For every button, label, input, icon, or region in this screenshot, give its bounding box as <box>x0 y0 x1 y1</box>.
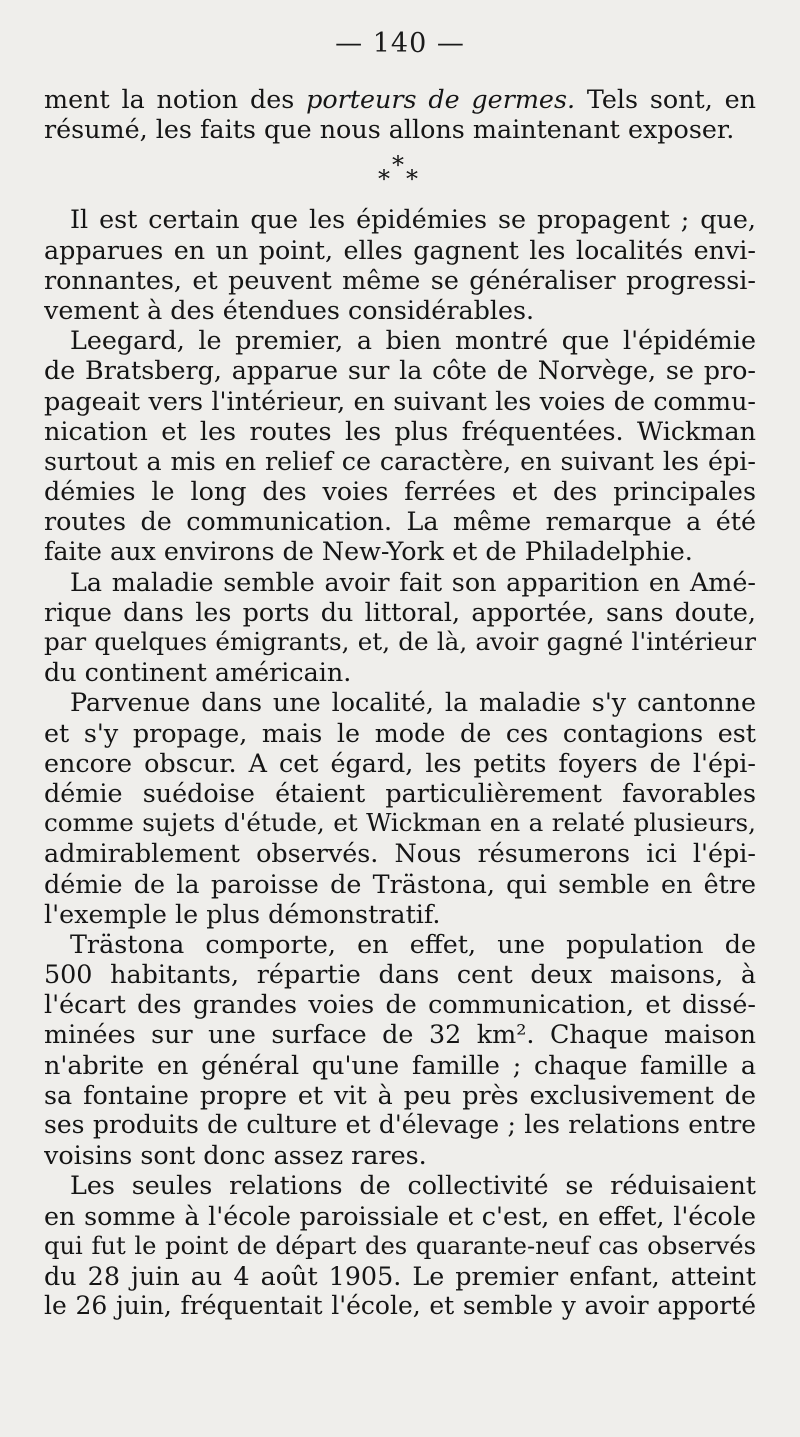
asterism-star: * <box>392 151 404 180</box>
text-line: apparues en un point, elles gagnent les localités envi- <box>44 234 756 265</box>
text-line: démie de la paroisse de Trästona, qui semble en être <box>44 868 756 899</box>
text-line: de Bratsberg, apparue sur la côte de Norvège, se pro- <box>44 355 756 386</box>
text-line: par quelques émigrants, et, de là, avoir gagné l'intérieur <box>44 627 756 656</box>
body-text <box>44 84 756 1321</box>
asterism-star: * <box>378 165 390 194</box>
text-line: routes de communication. La même remarque a été <box>44 506 756 537</box>
asterism-star: * <box>406 165 418 194</box>
text-line: Trästona comporte, en effet, une population de <box>70 928 756 959</box>
page-number: — 140 — <box>335 28 465 59</box>
text-line: et s'y propage, mais le mode de ces contagions est <box>44 717 756 748</box>
text-line: minées sur une surface de 32 km². Chaque maison <box>44 1019 756 1050</box>
text-line: démies le long des voies ferrées et des principales <box>44 476 756 507</box>
text-line: nication et les routes les plus fréquentées. Wickman <box>44 415 756 446</box>
text-line: Parvenue dans une localité, la maladie s'y cantonne <box>70 687 756 718</box>
text-line: démie suédoise étaient particulièrement favorables <box>44 777 756 808</box>
text-line: Leegard, le premier, a bien montré que l'épidémie <box>70 325 756 356</box>
paragraph <box>44 325 756 567</box>
text-line: admirablement observés. Nous résumerons ici l'épi- <box>44 838 756 869</box>
text-line: du 28 juin au 4 août 1905. Le premier enfant, atteint <box>44 1260 756 1291</box>
text-line: ment la notion des porteurs de germes. Tels sont, en <box>44 84 756 114</box>
text-line: en somme à l'école paroissiale et c'est, en effet, l'école <box>44 1200 756 1231</box>
text-line: du continent américain. <box>44 657 352 688</box>
text-line: rique dans les ports du littoral, apportée, sans doute, <box>44 596 756 627</box>
text-line: ses produits de culture et d'élevage ; les relations entre <box>44 1110 756 1139</box>
text-line: ronnantes, et peuvent même se généraliser progressi- <box>44 264 756 295</box>
paragraph <box>44 929 756 1171</box>
text-line: le 26 juin, fréquentait l'école, et semble y avoir apporté <box>44 1291 756 1321</box>
paragraph <box>44 687 756 929</box>
text-line: voisins sont donc assez rares. <box>44 1140 427 1171</box>
text-line: surtout a mis en relief ce caractère, en suivant les épi- <box>44 445 756 476</box>
text-line: Les seules relations de collectivité se réduisaient <box>70 1170 756 1201</box>
paragraph <box>44 204 756 325</box>
paragraph <box>44 567 756 688</box>
text-line: vement à des étendues considérables. <box>44 294 535 325</box>
text-line: sa fontaine propre et vit à peu près exclusivement de <box>44 1079 756 1110</box>
text-line: encore obscur. A cet égard, les petits foyers de l'épi- <box>44 747 756 778</box>
text-line: résumé, les faits que nous allons maintenant exposer. <box>44 114 735 145</box>
text-line: La maladie semble avoir fait son apparition en Amé- <box>70 566 756 597</box>
text-line: Il est certain que les épidémies se propagent ; que, <box>70 204 756 235</box>
text-line: comme sujets d'étude, et Wickman en a relaté plusieurs, <box>44 808 756 838</box>
text-line: faite aux environs de New-York et de Philadelphie. <box>44 536 693 567</box>
text-line: pageait vers l'intérieur, en suivant les voies de commu- <box>44 385 756 416</box>
text-line: qui fut le point de départ des quarante-neuf cas observés <box>44 1231 756 1260</box>
text-line: l'exemple le plus démonstratif. <box>44 898 441 929</box>
text-line: l'écart des grandes voies de communication, et dissé- <box>44 989 756 1020</box>
asterism-divider <box>44 144 756 204</box>
text-line: 500 habitants, répartie dans cent deux maisons, à <box>44 959 756 990</box>
paragraph <box>44 1170 756 1321</box>
italic-term: porteurs de germes. <box>306 84 576 114</box>
text-line: n'abrite en général qu'une famille ; chaque famille a <box>44 1049 756 1080</box>
